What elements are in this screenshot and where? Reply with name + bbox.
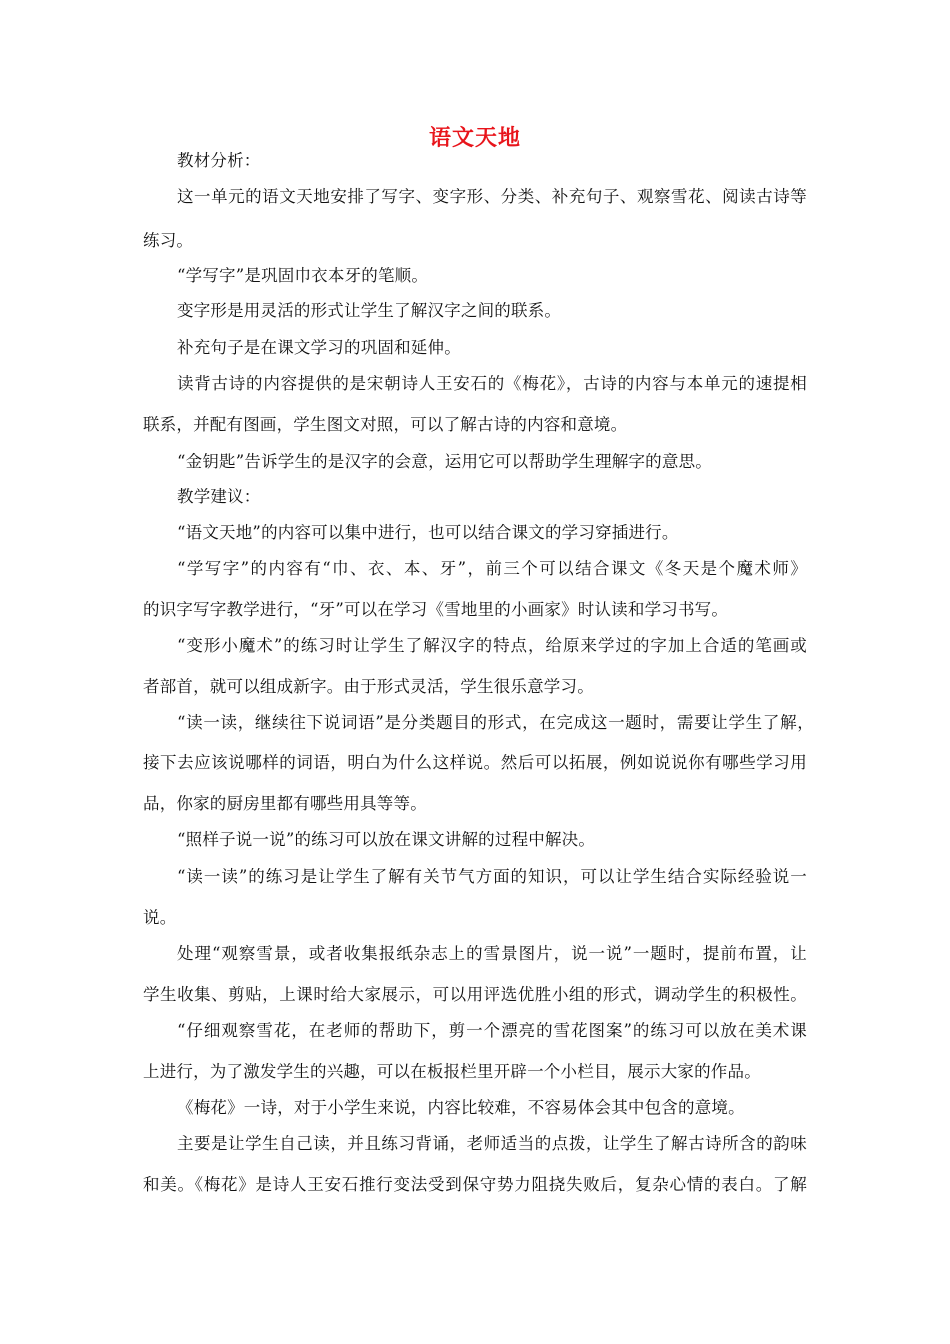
paragraph-line: “变形小魔术”的练习时让学生了解汉字的特点，给原来学过的字加上合适的笔画或 xyxy=(177,636,807,655)
paragraph-line: “仔细观察雪花，在老师的帮助下，剪一个漂亮的雪花图案”的练习可以放在美术课 xyxy=(177,1021,807,1040)
paragraph-line: 说。 xyxy=(143,908,177,927)
document-title: 语文天地 xyxy=(428,125,521,151)
paragraph-line: 主要是让学生自己读，并且练习背诵，老师适当的点拨，让学生了解古诗所含的韵味 xyxy=(177,1134,807,1153)
paragraph-line: 联系，并配有图画，学生图文对照，可以了解古诗的内容和意境。 xyxy=(143,415,628,434)
paragraph-line: 补充句子是在课文学习的巩固和延伸。 xyxy=(177,338,461,357)
paragraph-line: 品，你家的厨房里都有哪些用具等等。 xyxy=(143,794,427,813)
paragraph-line: “学写字”是巩固巾衣本牙的笔顺。 xyxy=(177,266,429,285)
paragraph-line: 处理“观察雪景，或者收集报纸杂志上的雪景图片，说一说”一题时，提前布置，让 xyxy=(177,944,807,963)
paragraph-line: 上进行，为了激发学生的兴趣，可以在板报栏里开辟一个小栏目，展示大家的作品。 xyxy=(143,1062,761,1081)
paragraph-line: 者部首，就可以组成新字。由于形式灵活，学生很乐意学习。 xyxy=(143,677,594,696)
heading-material-analysis: 教材分析： xyxy=(177,151,261,170)
paragraph-line: “读一读，继续往下说词语”是分类题目的形式，在完成这一题时，需要让学生了解， xyxy=(177,713,814,732)
paragraph-line: “照样子说一说”的练习可以放在课文讲解的过程中解决。 xyxy=(177,830,596,849)
paragraph-line: 学生收集、剪贴，上课时给大家展示，可以用评选优胜小组的形式，调动学生的积极性。 xyxy=(143,985,807,1004)
heading-teaching-suggestions: 教学建议： xyxy=(177,487,261,506)
paragraph-line: “金钥匙”告诉学生的是汉字的会意，运用它可以帮助学生理解字的意思。 xyxy=(177,452,712,471)
paragraph-line: 变字形是用灵活的形式让学生了解汉字之间的联系。 xyxy=(177,301,562,320)
paragraph-line: “语文天地”的内容可以集中进行，也可以结合课文的学习穿插进行。 xyxy=(177,523,679,542)
paragraph-line: “读一读”的练习是让学生了解有关节气方面的知识，可以让学生结合实际经验说一 xyxy=(177,867,807,886)
paragraph-line: 《梅花》一诗，对于小学生来说，内容比较难，不容易体会其中包含的意境。 xyxy=(177,1098,745,1117)
paragraph-line: 读背古诗的内容提供的是宋朝诗人王安石的《梅花》，古诗的内容与本单元的速提相 xyxy=(177,374,807,393)
paragraph-line: 的识字写字教学进行，“牙”可以在学习《雪地里的小画家》时认读和学习书写。 xyxy=(143,600,729,619)
paragraph-line: 练习。 xyxy=(143,231,194,250)
paragraph-line: 这一单元的语文天地安排了写字、变字形、分类、补充句子、观察雪花、阅读古诗等 xyxy=(177,187,807,206)
paragraph-line: 接下去应该说哪样的词语，明白为什么这样说。然后可以拓展，例如说说你有哪些学习用 xyxy=(143,753,807,772)
paragraph-line: “学写字”的内容有“巾、衣、本、牙”，前三个可以结合课文《冬天是个魔术师》 xyxy=(177,559,807,578)
paragraph-line: 和美。《梅花》是诗人王安石推行变法受到保守势力阻挠失败后，复杂心情的表白。了解 xyxy=(143,1175,807,1194)
